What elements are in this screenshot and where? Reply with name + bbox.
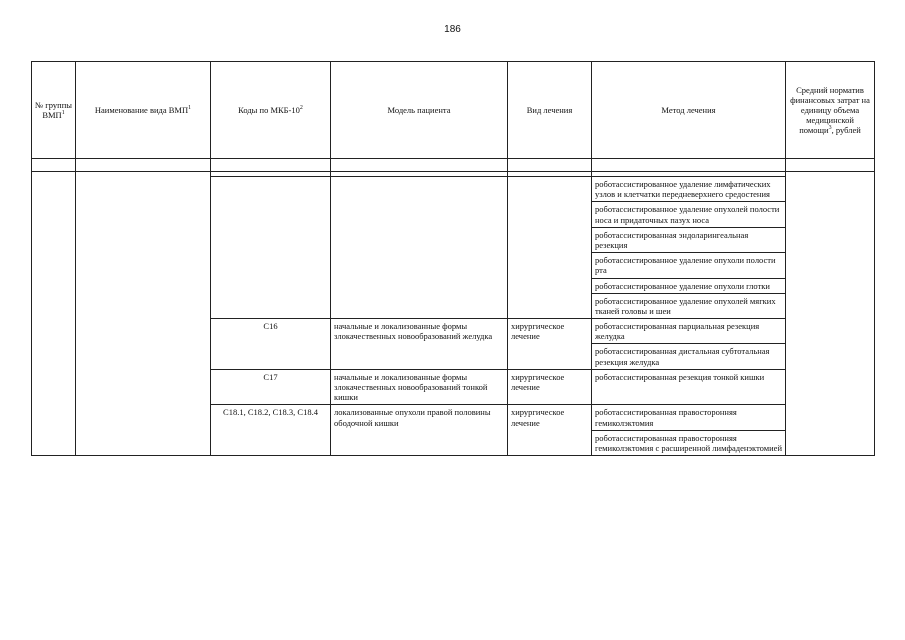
column-number-row [32, 159, 875, 172]
method-cell: роботассистированная правосторонняя гемиколэктомия с расширенной лимфаденэктомией [592, 430, 786, 455]
header-treatment-type: Вид лечения [508, 62, 592, 159]
method-cell: роботассистированное удаление лимфатических узлов и клетчатки передневерхнего средостения [592, 177, 786, 202]
method-cell: роботассистированное удаление опухоли глотки [592, 278, 786, 293]
method-cell: роботассистированное удаление опухолей мягких тканей головы и шеи [592, 293, 786, 318]
header-vmp-name: Наименование вида ВМП$^1$ [76, 62, 211, 159]
header-cost-norm: Средний норматив финансовых затрат на единицу объема медицинской помощи$^3$, рублей [786, 62, 875, 159]
method-cell: роботассистированная эндоларингеальная резекция [592, 227, 786, 252]
page-number: 186 [444, 24, 461, 35]
method-cell: роботассистированная резекция тонкой кишки [592, 369, 786, 405]
header-patient-model: Модель пациента [331, 62, 508, 159]
treatment-type-cell: хирургическое лечение [508, 369, 592, 405]
method-cell: роботассистированное удаление опухолей полости носа и придаточных пазух носа [592, 202, 786, 227]
method-cell: роботассистированная дистальная субтотальная резекция желудка [592, 344, 786, 369]
mkb-code-cell: C16 [211, 319, 331, 370]
patient-model-cell: начальные и локализованные формы злокачественных новообразований желудка [331, 319, 508, 370]
mkb-code-cell: C17 [211, 369, 331, 405]
vmp-table [31, 61, 875, 456]
method-cell: роботассистированная парциальная резекция желудка [592, 319, 786, 344]
header-treatment-method: Метод лечения [592, 62, 786, 159]
treatment-type-cell: хирургическое лечение [508, 405, 592, 456]
method-cell: роботассистированное удаление опухоли полости рта [592, 253, 786, 278]
treatment-type-cell: хирургическое лечение [508, 319, 592, 370]
header-row [32, 62, 875, 159]
mkb-code-cell: C18.1, C18.2, C18.3, C18.4 [211, 405, 331, 456]
header-mkb-codes: Коды по МКБ-$10^2$ [211, 62, 331, 159]
method-cell: роботассистированная правосторонняя гемиколэктомия [592, 405, 786, 430]
patient-model-cell: локализованные опухоли правой половины ободочной кишки [331, 405, 508, 456]
header-group-no: № группы ВМП$^1$ [32, 62, 76, 159]
patient-model-cell: начальные и локализованные формы злокачественных новообразований тонкой кишки [331, 369, 508, 405]
